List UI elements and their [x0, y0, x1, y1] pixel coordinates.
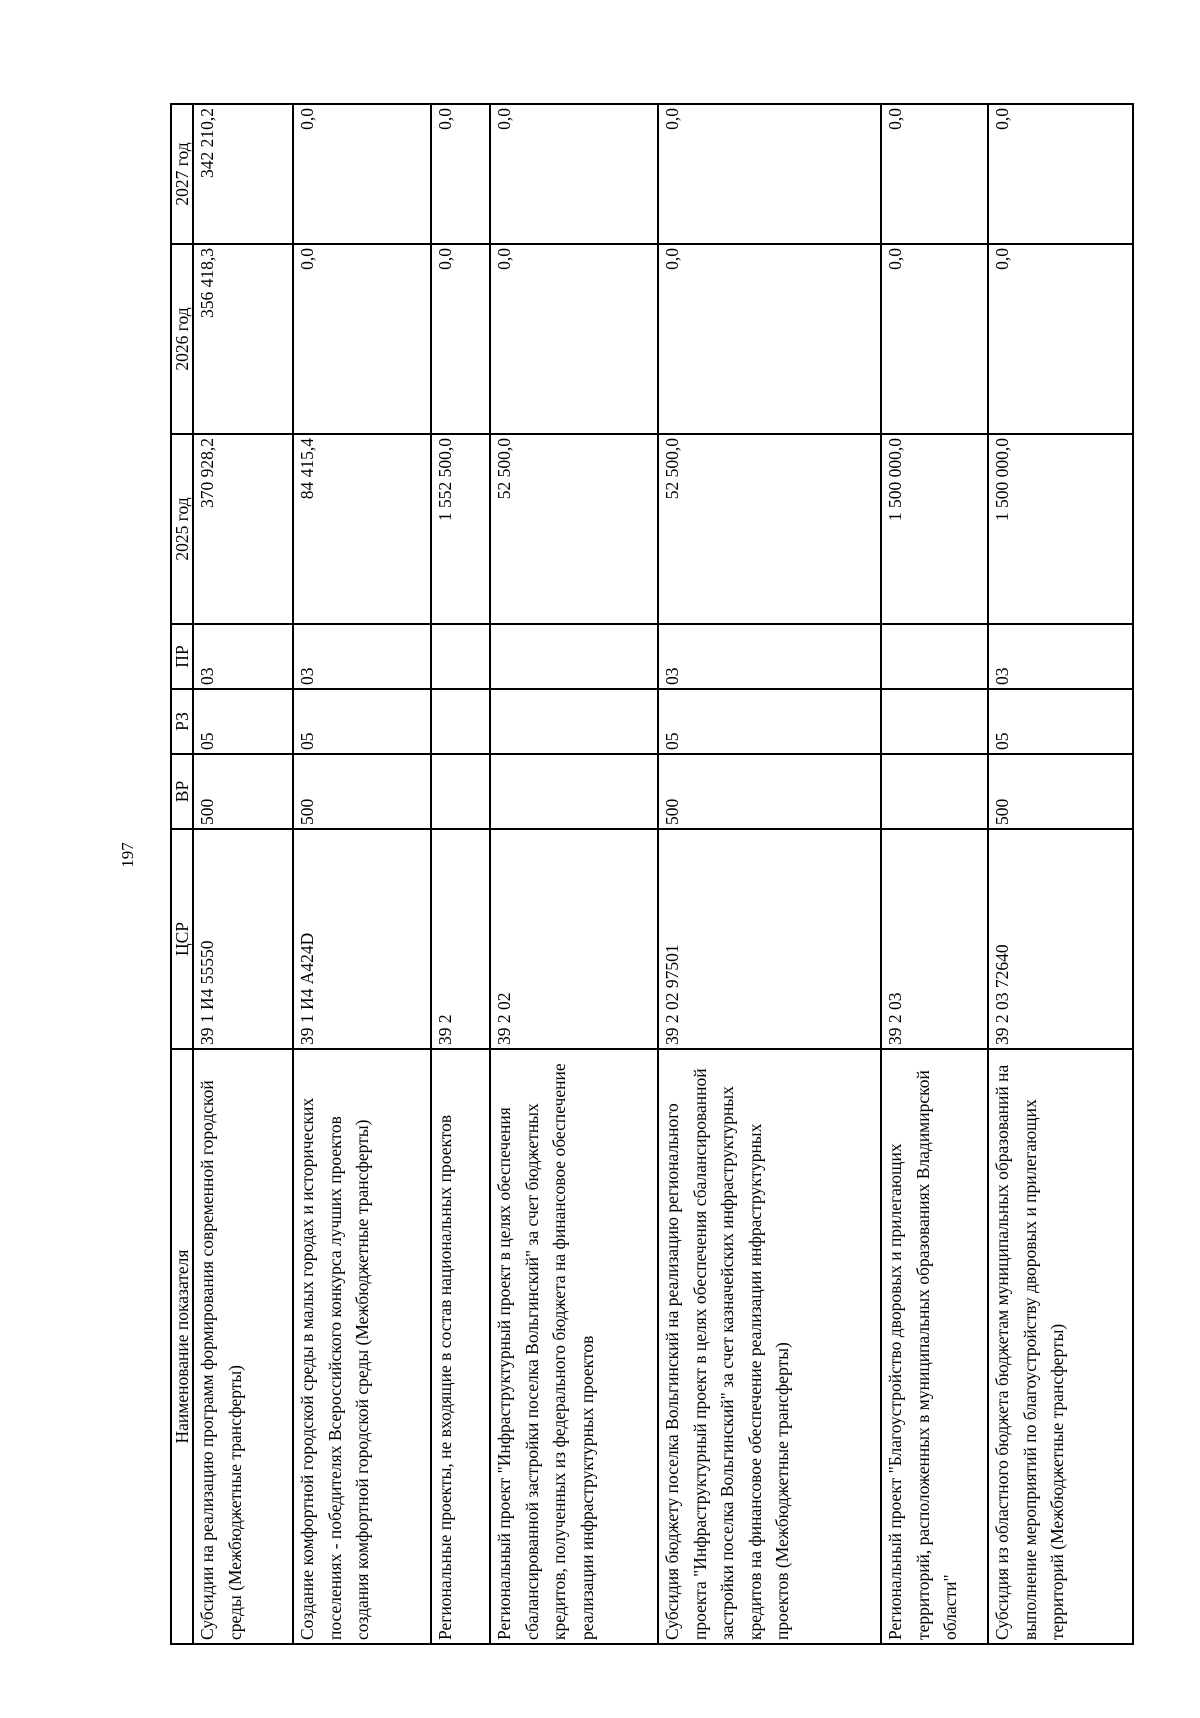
cell-csr: 39 2 03 72640 [988, 829, 1133, 1049]
cell-name: Субсидия из областного бюджета бюджетам муниципальных образований на выполнение мероприятий по благоустройству дворовых и прилегающих территорий (Межбюджетные трансферты) [988, 1049, 1133, 1644]
header-2026: 2026 год [171, 244, 193, 434]
cell-csr: 39 2 02 97501 [658, 829, 881, 1049]
header-vr: ВР [171, 754, 193, 829]
cell-rz: 05 [658, 689, 881, 754]
header-rz: РЗ [171, 689, 193, 754]
table-row [193, 104, 293, 1644]
cell-pr [490, 624, 658, 689]
page-number: 197 [118, 842, 137, 868]
table-row [293, 104, 431, 1644]
cell-y2025: 1 500 000,0 [988, 434, 1133, 624]
cell-csr: 39 2 02 [490, 829, 658, 1049]
cell-y2025: 52 500,0 [658, 434, 881, 624]
table-row [881, 104, 988, 1644]
cell-vr: 500 [988, 754, 1133, 829]
cell-csr: 39 2 [431, 829, 490, 1049]
cell-rz: 05 [988, 689, 1133, 754]
cell-y2025: 1 500 000,0 [881, 434, 988, 624]
cell-rz: 05 [193, 689, 293, 754]
cell-name: Субсидии на реализацию программ формирования современной городской среды (Межбюджетные трансферты) [193, 1049, 293, 1644]
cell-y2025: 1 552 500,0 [431, 434, 490, 624]
cell-name: Региональный проект "Инфраструктурный проект в целях обеспечения сбалансированной застройки поселка Вольгинский" за счет бюджетных кредитов, полученных из федерального бюджета на финансовое обеспечение реализации инфраструктурных проектов [490, 1049, 658, 1644]
cell-y2027: 0,0 [988, 104, 1133, 244]
cell-y2026: 0,0 [988, 244, 1133, 434]
table-row [431, 104, 490, 1644]
cell-y2026: 0,0 [431, 244, 490, 434]
table-row [490, 104, 658, 1644]
table-row [658, 104, 881, 1644]
cell-vr: 500 [293, 754, 431, 829]
cell-rz [490, 689, 658, 754]
table-header-row [171, 104, 193, 1644]
cell-y2025: 84 415,4 [293, 434, 431, 624]
header-pr: ПР [171, 624, 193, 689]
cell-y2026: 0,0 [490, 244, 658, 434]
cell-name: Региональные проекты, не входящие в состав национальных проектов [431, 1049, 490, 1644]
cell-y2027: 342 210,2 [193, 104, 293, 244]
cell-name: Создание комфортной городской среды в малых городах и исторических поселениях - победителях Всероссийского конкурса лучших проектов создания комфортной городской среды (Межбюджетные трансферты) [293, 1049, 431, 1644]
cell-vr [881, 754, 988, 829]
cell-y2026: 0,0 [881, 244, 988, 434]
cell-vr: 500 [193, 754, 293, 829]
cell-pr: 03 [293, 624, 431, 689]
cell-y2026: 0,0 [658, 244, 881, 434]
cell-csr: 39 1 И4 А424D [293, 829, 431, 1049]
header-2025: 2025 год [171, 434, 193, 624]
budget-table [170, 103, 1134, 1645]
cell-vr [431, 754, 490, 829]
cell-y2027: 0,0 [293, 104, 431, 244]
cell-pr [881, 624, 988, 689]
cell-csr: 39 1 И4 55550 [193, 829, 293, 1049]
cell-name: Субсидия бюджету поселка Вольгинский на реализацию регионального проекта "Инфраструктурный проект в целях обеспечения сбалансированной застройки поселка Вольгинский" за счет казначейских инфраструктурных кредитов на финансовое обеспечение реализации инфраструктурных проектов (Межбюджетные трансферты) [658, 1049, 881, 1644]
cell-pr: 03 [658, 624, 881, 689]
cell-y2027: 0,0 [431, 104, 490, 244]
cell-vr: 500 [658, 754, 881, 829]
cell-y2027: 0,0 [881, 104, 988, 244]
cell-y2026: 0,0 [293, 244, 431, 434]
header-name: Наименование показателя [171, 1049, 193, 1644]
cell-y2026: 356 418,3 [193, 244, 293, 434]
cell-csr: 39 2 03 [881, 829, 988, 1049]
cell-y2027: 0,0 [658, 104, 881, 244]
cell-name: Региональный проект "Благоустройство дворовых и прилегающих территорий, расположенных в муниципальных образованиях Владимирской области" [881, 1049, 988, 1644]
cell-pr [431, 624, 490, 689]
table-row [988, 104, 1133, 1644]
cell-pr: 03 [988, 624, 1133, 689]
header-2027: 2027 год [171, 104, 193, 244]
cell-y2027: 0,0 [490, 104, 658, 244]
cell-vr [490, 754, 658, 829]
header-csr: ЦСР [171, 829, 193, 1049]
cell-rz [881, 689, 988, 754]
cell-y2025: 52 500,0 [490, 434, 658, 624]
cell-y2025: 370 928,2 [193, 434, 293, 624]
cell-pr: 03 [193, 624, 293, 689]
cell-rz [431, 689, 490, 754]
cell-rz: 05 [293, 689, 431, 754]
